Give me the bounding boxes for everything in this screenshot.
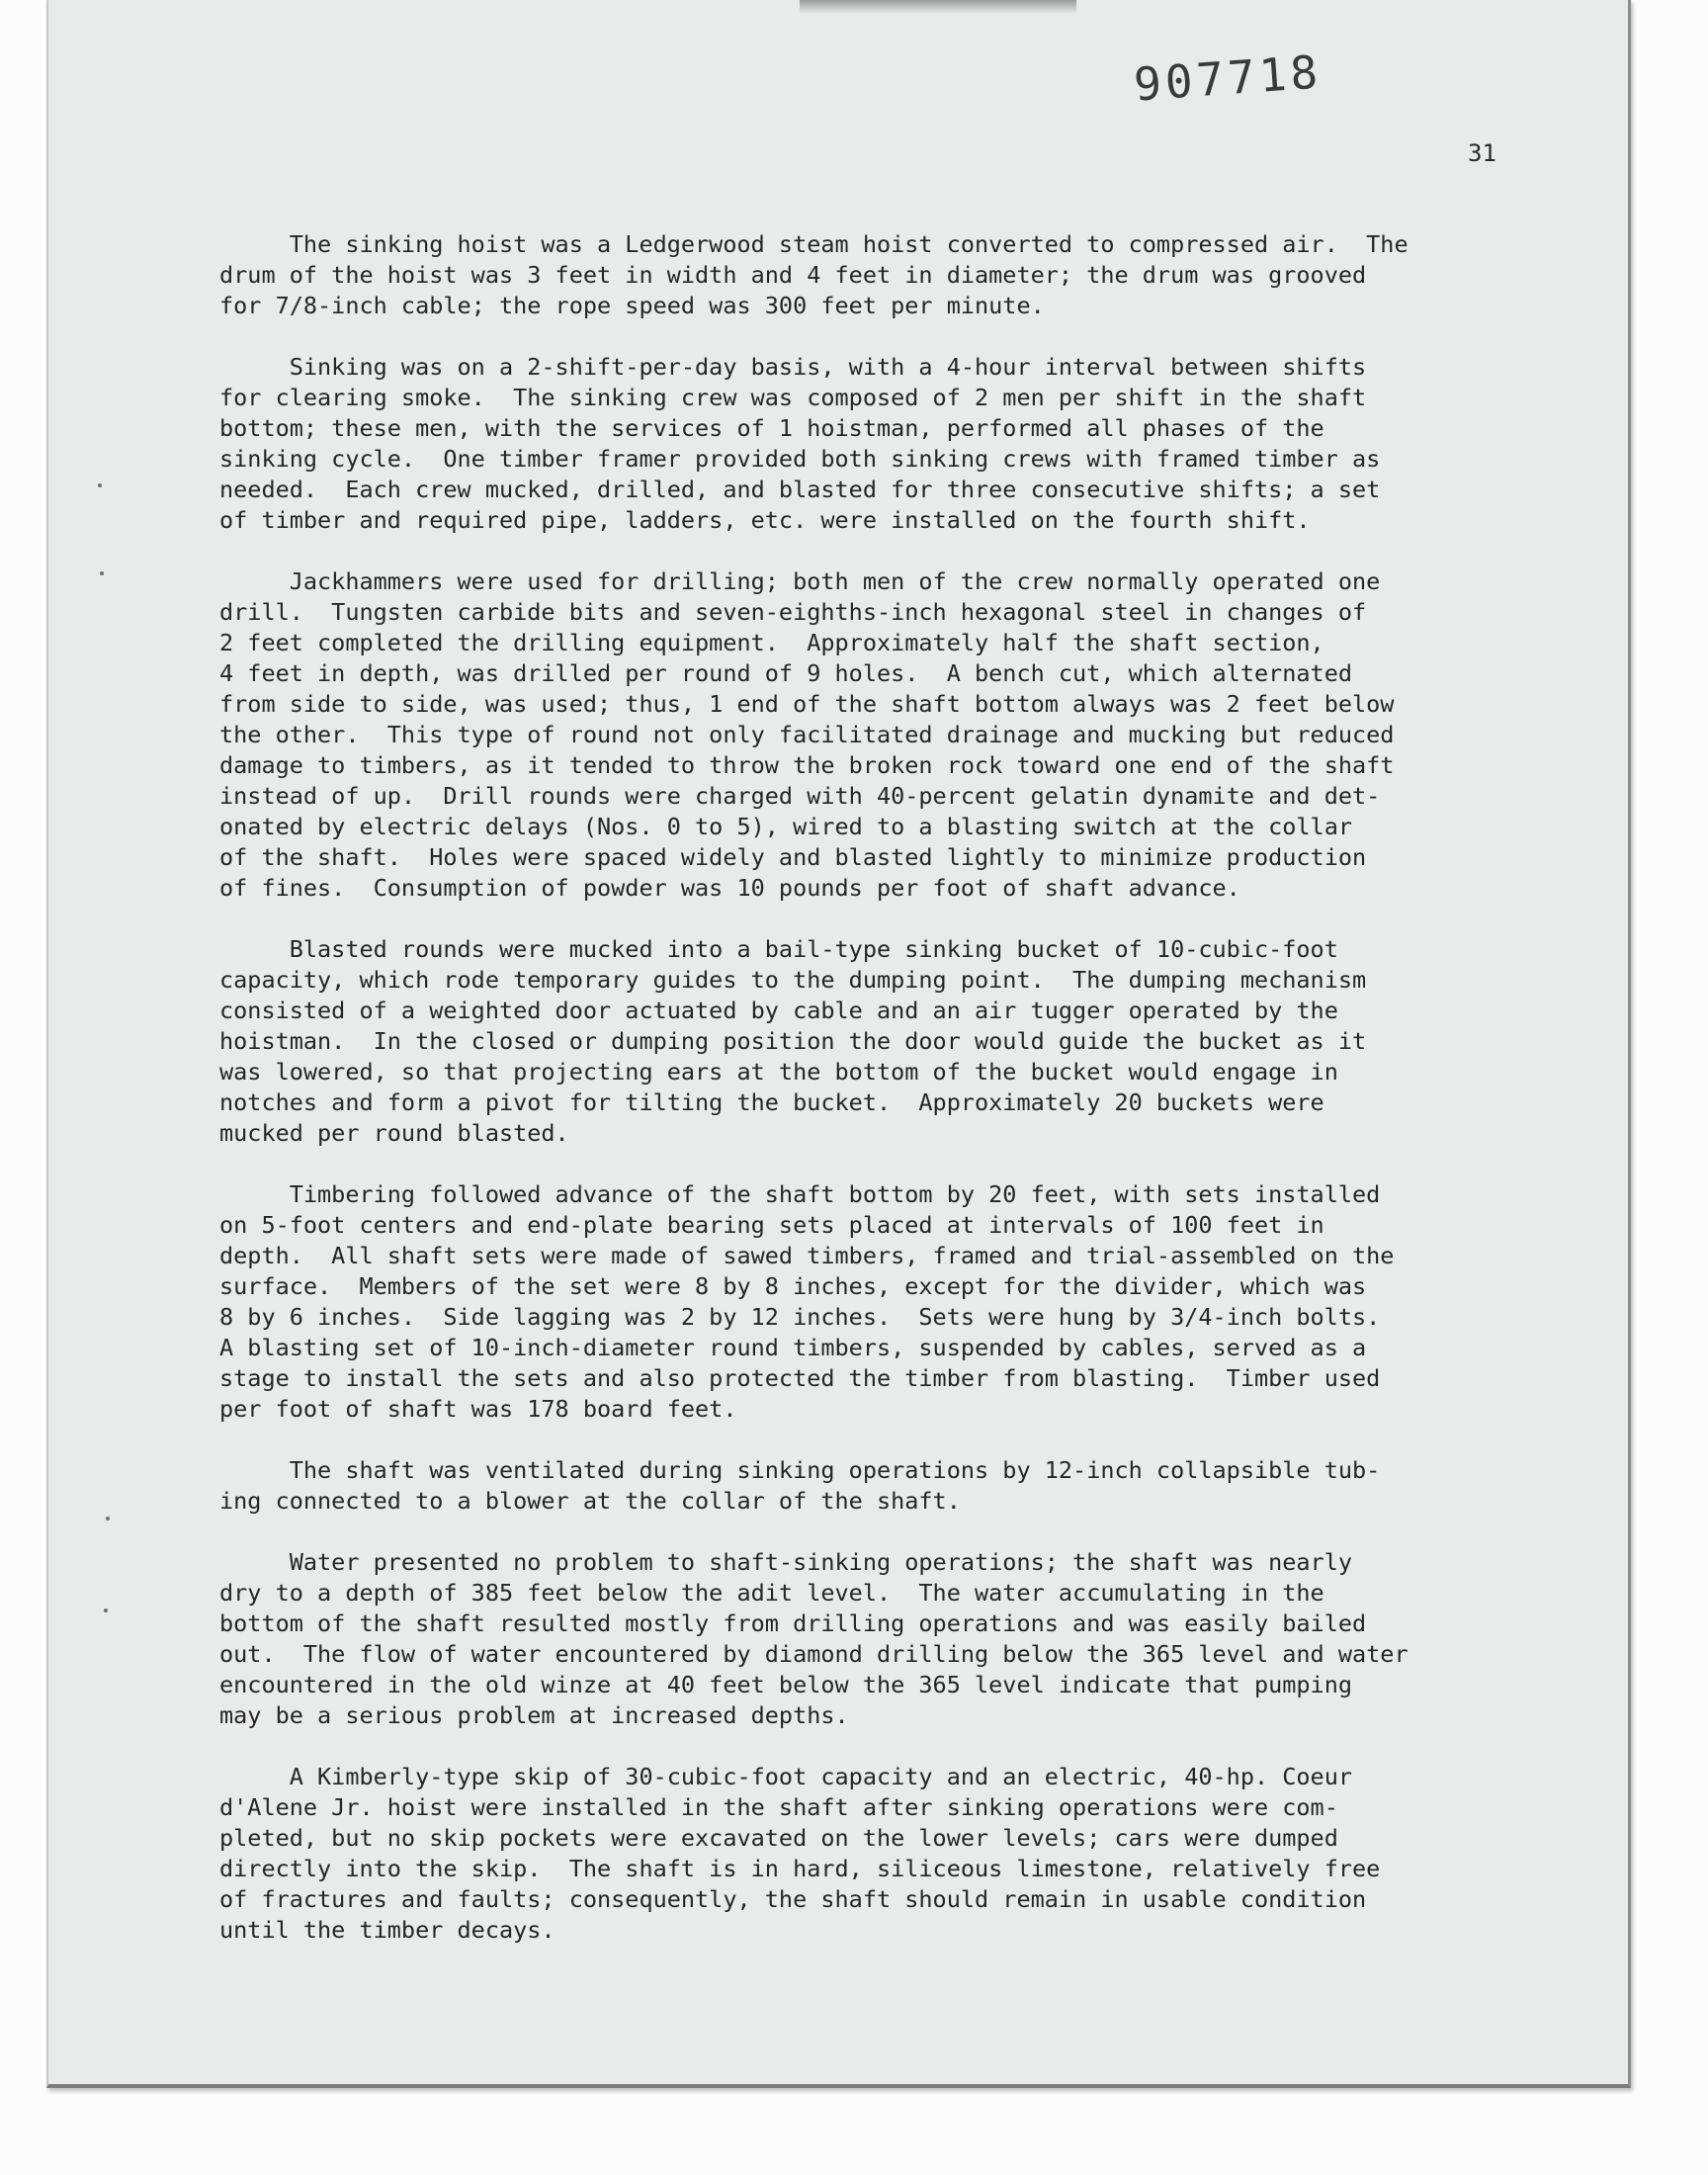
paragraph-line: on 5-foot centers and end-plate bearing sets placed at intervals of 100 feet in bbox=[219, 1211, 1324, 1239]
paragraph-line: needed. Each crew mucked, drilled, and blasted for three consecutive shifts; a set bbox=[219, 476, 1381, 503]
paragraph-line: stage to install the sets and also protected the timber from blasting. Timber used bbox=[219, 1364, 1381, 1392]
paragraph-line: dry to a depth of 385 feet below the adit level. The water accumulating in the bbox=[219, 1579, 1324, 1607]
paragraph-line: of timber and required pipe, ladders, etc. were installed on the fourth shift. bbox=[219, 506, 1311, 534]
paragraph-line: from side to side, was used; thus, 1 end of the shaft bottom always was 2 feet below bbox=[219, 690, 1395, 718]
paragraph-line: 2 feet completed the drilling equipment. Approximately half the shaft section, bbox=[219, 629, 1324, 656]
paragraph-line: drill. Tungsten carbide bits and seven-eighths-inch hexagonal steel in changes of bbox=[219, 598, 1367, 626]
paragraph-line: Jackhammers were used for drilling; both men of the crew normally operated one bbox=[219, 567, 1381, 595]
paragraph-line: for 7/8-inch cable; the rope speed was 300 feet per minute. bbox=[219, 292, 1045, 319]
paragraph-line: of the shaft. Holes were spaced widely and blasted lightly to minimize production bbox=[219, 843, 1367, 871]
body-paragraph bbox=[219, 1762, 1514, 1946]
paragraph-line: bottom of the shaft resulted mostly from drilling operations and was easily bailed bbox=[219, 1610, 1367, 1637]
paragraph-line: surface. Members of the set were 8 by 8 inches, except for the divider, which was bbox=[219, 1272, 1367, 1300]
body-paragraph bbox=[219, 934, 1514, 1149]
page-number: 31 bbox=[1468, 139, 1496, 167]
paragraph-line: pleted, but no skip pockets were excavated on the lower levels; cars were dumped bbox=[219, 1824, 1338, 1852]
paragraph-line: onated by electric delays (Nos. 0 to 5), wired to a blasting switch at the collar bbox=[219, 813, 1353, 840]
paragraph-line: for clearing smoke. The sinking crew was composed of 2 men per shift in the shaft bbox=[219, 384, 1367, 411]
paragraph-line: Blasted rounds were mucked into a bail-type sinking bucket of 10-cubic-foot bbox=[219, 935, 1338, 963]
paragraph-line: Sinking was on a 2-shift-per-day basis, with a 4-hour interval between shifts bbox=[219, 353, 1367, 381]
paragraph-line: drum of the hoist was 3 feet in width and 4 feet in diameter; the drum was grooved bbox=[219, 261, 1367, 289]
document-stamp-number: 907718 bbox=[1132, 44, 1324, 112]
paragraph-line: the other. This type of round not only facilitated drainage and mucking but reduced bbox=[219, 721, 1395, 748]
paragraph-line: A Kimberly-type skip of 30-cubic-foot capacity and an electric, 40-hp. Coeur bbox=[219, 1763, 1353, 1790]
margin-speck bbox=[106, 1517, 110, 1521]
paragraph-line: The shaft was ventilated during sinking operations by 12-inch collapsible tub- bbox=[219, 1456, 1381, 1484]
paragraph-line: The sinking hoist was a Ledgerwood steam hoist converted to compressed air. The bbox=[219, 230, 1409, 258]
paragraph-line: per foot of shaft was 178 board feet. bbox=[219, 1395, 737, 1423]
margin-speck bbox=[104, 1609, 108, 1612]
paragraph-line: 4 feet in depth, was drilled per round of 9 holes. A bench cut, which alternated bbox=[219, 659, 1353, 687]
paragraph-line: was lowered, so that projecting ears at the bottom of the bucket would engage in bbox=[219, 1058, 1338, 1086]
paragraph-line: capacity, which rode temporary guides to the dumping point. The dumping mechanism bbox=[219, 966, 1367, 994]
document-body bbox=[219, 229, 1514, 1976]
paragraph-line: damage to timbers, as it tended to throw the broken rock toward one end of the shaft bbox=[219, 751, 1395, 779]
body-paragraph bbox=[219, 1455, 1514, 1517]
paragraph-line: depth. All shaft sets were made of sawed timbers, framed and trial-assembled on the bbox=[219, 1242, 1395, 1269]
paragraph-line: may be a serious problem at increased depths. bbox=[219, 1701, 849, 1729]
paragraph-line: consisted of a weighted door actuated by cable and an air tugger operated by the bbox=[219, 997, 1338, 1024]
paragraph-line: notches and form a pivot for tilting the bucket. Approximately 20 buckets were bbox=[219, 1088, 1324, 1116]
paragraph-line: hoistman. In the closed or dumping position the door would guide the bucket as it bbox=[219, 1027, 1367, 1055]
paragraph-line: d'Alene Jr. hoist were installed in the shaft after sinking operations were com- bbox=[219, 1793, 1338, 1821]
paragraph-line: mucked per round blasted. bbox=[219, 1119, 569, 1147]
body-paragraph bbox=[219, 1547, 1514, 1731]
paragraph-line: out. The flow of water encountered by diamond drilling below the 365 level and water bbox=[219, 1640, 1409, 1668]
paragraph-line: of fractures and faults; consequently, the shaft should remain in usable condition bbox=[219, 1885, 1367, 1913]
paragraph-line: encountered in the old winze at 40 feet below the 365 level indicate that pumping bbox=[219, 1671, 1353, 1698]
top-smudge-mark bbox=[800, 0, 1076, 14]
paragraph-line: bottom; these men, with the services of 1 hoistman, performed all phases of the bbox=[219, 414, 1324, 442]
body-paragraph bbox=[219, 566, 1514, 904]
body-paragraph bbox=[219, 1179, 1514, 1425]
paragraph-line: directly into the skip. The shaft is in hard, siliceous limestone, relatively free bbox=[219, 1855, 1381, 1882]
paragraph-line: until the timber decays. bbox=[219, 1916, 555, 1944]
paragraph-line: sinking cycle. One timber framer provided both sinking crews with framed timber as bbox=[219, 445, 1381, 473]
margin-speck bbox=[100, 571, 104, 575]
paragraph-line: Water presented no problem to shaft-sinking operations; the shaft was nearly bbox=[219, 1548, 1353, 1576]
paragraph-line: instead of up. Drill rounds were charged with 40-percent gelatin dynamite and det- bbox=[219, 782, 1381, 810]
body-paragraph bbox=[219, 352, 1514, 536]
paragraph-line: A blasting set of 10-inch-diameter round timbers, suspended by cables, served as a bbox=[219, 1334, 1367, 1361]
paragraph-line: Timbering followed advance of the shaft bottom by 20 feet, with sets installed bbox=[219, 1180, 1381, 1208]
margin-speck bbox=[98, 483, 102, 487]
paragraph-line: 8 by 6 inches. Side lagging was 2 by 12 inches. Sets were hung by 3/4-inch bolts. bbox=[219, 1303, 1381, 1331]
body-paragraph bbox=[219, 229, 1514, 321]
paragraph-line: ing connected to a blower at the collar of the shaft. bbox=[219, 1487, 961, 1515]
paragraph-line: of fines. Consumption of powder was 10 pounds per foot of shaft advance. bbox=[219, 874, 1240, 902]
